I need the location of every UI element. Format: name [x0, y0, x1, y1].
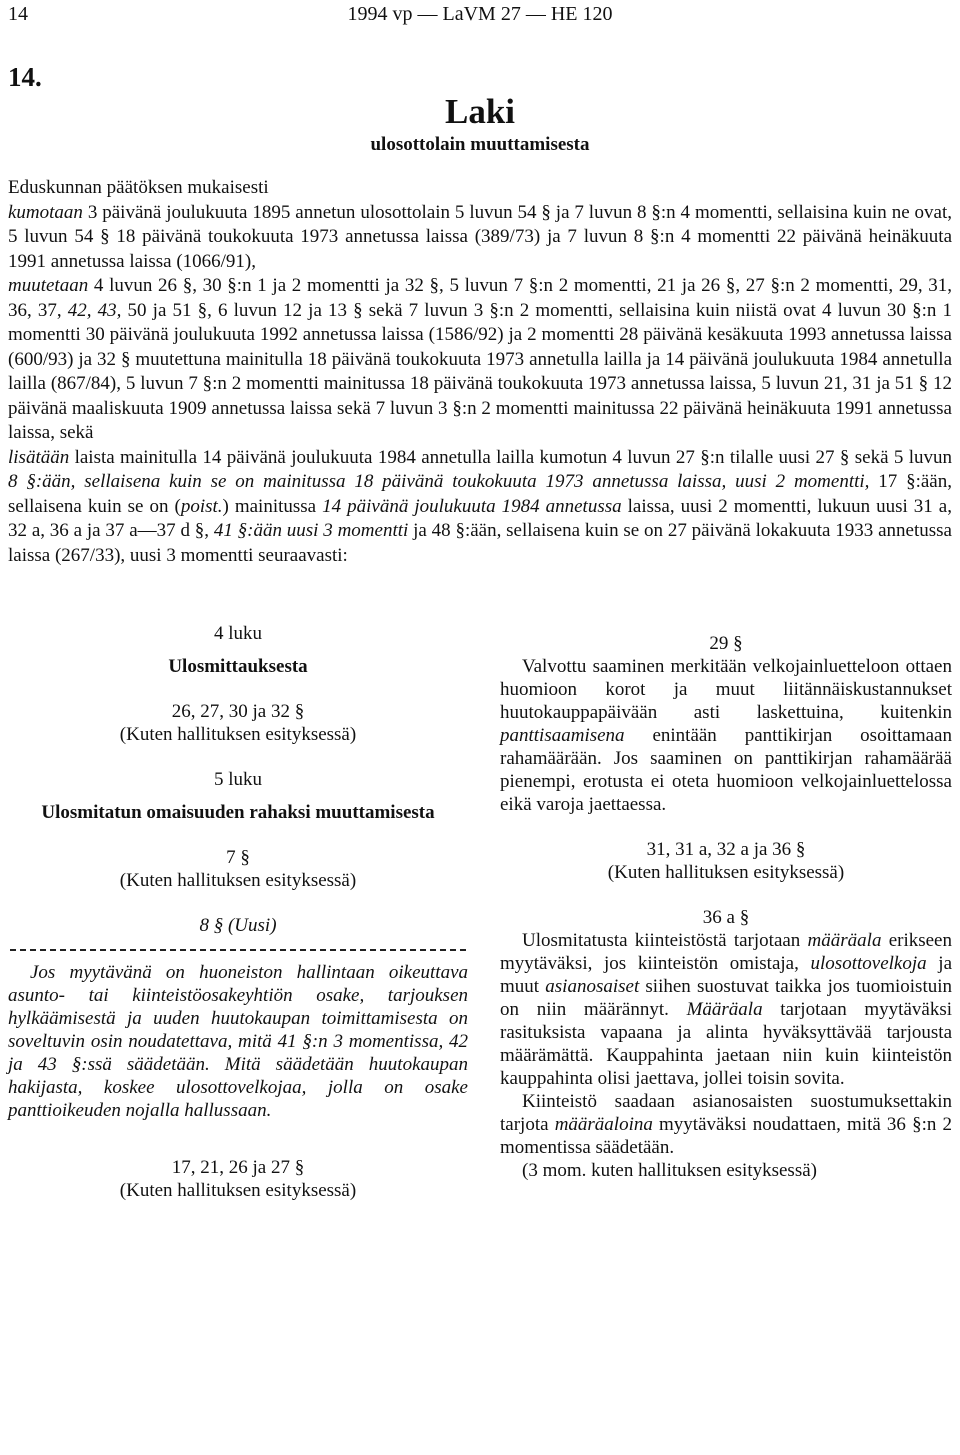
section-8-text: Jos myytävänä on huoneiston hallintaan oikeuttava asunto- tai kiinteistöosakeyhtiön osake, tarjouksen hylkäämisestä ja uuden huutokaupan toimittamisesta on soveltuvin osin noudatettava, mitä 41 §:n 3 momentissa, 42 ja 43 §:ssä säädetään. Mitä säädetään huutokaupan hakijasta, koskee ulosottovelkojaa, jolla on osake panttioikeuden nojalla hallussaan. [8, 962, 468, 1121]
sections-17-27: 17, 21, 26 ja 27 § [171, 1157, 305, 1178]
as-proposed-2: (Kuten hallituksen esityksessä) [119, 870, 357, 891]
sections-26-32: 26, 27, 30 ja 32 § [171, 701, 305, 722]
kumotaan-text: 3 päivänä joulukuuta 1895 annetun ulosottolain 5 luvun 54 § ja 7 luvun 8 §:n 4 momentti, sellaisina kuin ne ovat, 5 luvun 54 § 18 päivänä toukokuuta 1973 annetussa laissa (389/73) ja 7 luvun 8 §:n 4 momentti 22 päivänä heinäkuuta 1991 annetussa laissa (1066/91), [8, 201, 952, 272]
section-36a-paragraph-3: (3 mom. kuten hallituksen esityksessä) [522, 1160, 817, 1181]
muutetaan-text-2: 50 ja 51 §, 6 luvun 12 ja 13 § sekä 7 luvun 3 §:n 2 momentti, sellaisina kuin niistä ovat 4 luvun 30 §:n 1 momentti 30 päivänä joulukuuta 1992 annetussa laissa (1586/92) ja 2 momentti 28 päivänä kesäkuuta 1993 annetussa laissa (600/93) ja 32 § muutettuna mainitulla 18 päivänä toukokuuta 1973 annetulla lailla ja 14 päivänä joulukuuta 1984 annetulla lailla (867/84), 5 luvun 7 §:n 2 momentti mainitussa 18 päivänä toukokuuta 1973 annetussa laissa, 5 luvun 21, 31 ja 51 § 12 päivänä maaliskuuta 1909 annetussa laissa sekä 7 luvun 3 §:n 2 momentti mainitussa 22 päivänä heinäkuuta 1991 annetussa laissa, sekä [8, 299, 953, 443]
law-subtitle: ulosottolain muuttamisesta [370, 134, 590, 155]
chapter-5-title: Ulosmitatun omaisuuden rahaksi muuttamisesta [41, 802, 435, 823]
section-29-text [500, 655, 952, 816]
lisataan-text-3: ) mainitussa [222, 495, 323, 517]
lisataan-text-5: ja 48 §:ään, sellaisena kuin se on 27 päivänä lokakuuta 1933 annetussa laissa (267/33), uusi 3 momentti seuraavasti: [8, 520, 952, 566]
section-29: 29 § [709, 633, 743, 654]
s36a-p2-i: määräaloina [554, 1114, 653, 1135]
lisataan-italic-2: 14 päivänä joulukuuta 1984 annetussa [322, 495, 622, 517]
section-36a-paragraph-2 [500, 1090, 952, 1159]
page-number: 14 [8, 3, 28, 25]
s36a-p1-i2: ulosottovelkoja [810, 953, 927, 974]
chapter-5-heading: 5 luku [213, 769, 263, 790]
running-head: 1994 vp — LaVM 27 — HE 120 [347, 3, 613, 25]
s36a-p1-c: ja muut [500, 953, 952, 997]
s36a-p2-a: Kiinteistö saadaan asianosaisten suostumuksettakin tarjota [500, 1091, 952, 1135]
lisataan-italic-1: 8 §:ään, sellaisena kuin se on mainitussa 18 päivänä toukokuuta 1973 annetussa laissa, uusi 2 momentti, [8, 471, 870, 492]
section-7: 7 § [226, 847, 250, 868]
lisataan-text-4: laissa, uusi 2 momentti, lukuun uusi 31 a, 32 a, 36 a ja 37 a—37 d §, [8, 495, 952, 541]
section-36a-paragraph-1 [500, 929, 952, 1090]
as-proposed-3: (Kuten hallituksen esityksessä) [119, 1180, 357, 1201]
s36a-p1-a: Ulosmitatusta kiinteistöstä tarjotaan [522, 930, 808, 951]
preamble-muutetaan [8, 274, 952, 446]
right-column [500, 632, 952, 1182]
as-proposed-1: (Kuten hallituksen esityksessä) [119, 724, 357, 745]
section-36a: 36 a § [702, 907, 750, 928]
as-proposed-4: (Kuten hallituksen esityksessä) [607, 862, 845, 883]
s36a-p1-i4: Määräala [686, 999, 763, 1020]
lisataan-text-1: laista mainitulla 14 päivänä joulukuuta 1984 annetulla lailla kumotun 4 luvun 27 §:n tilalle uusi 27 § sekä 5 luvun [69, 446, 952, 468]
preamble-kumotaan [8, 201, 952, 275]
left-column [8, 622, 468, 1202]
section-29-text-1: Valvottu saaminen merkitään velkojainluetteloon ottaen huomioon korot ja muut liitännäiskustannukset huutokauppapäivään asti laskettuina, kuitenkin [500, 656, 952, 723]
lisataan-text-2: 17 §:ään, sellaisena kuin se on ( [8, 471, 952, 517]
lisataan-poist: poist. [180, 495, 223, 517]
s36a-p1-d: siihen suostuvat taikka jos tuomioistuin on niin määrännyt. [500, 976, 953, 1020]
section-29-italic: panttisaamisena [500, 725, 625, 746]
s36a-p1-b: erikseen myytäväksi, jos kiinteistön omistaja, [500, 930, 952, 974]
item-number: 14. [8, 62, 42, 92]
s36a-p2-b: myytäväksi noudattaen, mitä 36 §:n 2 momentissa säädetään. [500, 1114, 952, 1158]
muutetaan-text: 4 luvun 26 §, 30 §:n 1 ja 2 momentti ja 32 §, 5 luvun 7 §:n 2 momentti, 21 ja 26 §, 27 §:n 2 momentti, 29, 31, 36, 37, [8, 275, 952, 321]
s36a-p1-i1: määräala [807, 930, 882, 951]
sections-31-36: 31, 31 a, 32 a ja 36 § [646, 839, 806, 860]
lisataan-word: lisätään [8, 446, 70, 468]
section-8-new: 8 § (Uusi) [199, 915, 277, 936]
preamble-lisataan [8, 446, 952, 569]
s36a-p1-i3: asianosaiset [545, 976, 640, 997]
preamble [8, 176, 952, 568]
kumotaan-word: kumotaan [8, 201, 83, 223]
law-title: Laki [444, 92, 516, 131]
section-29-text-2: enintään panttikirjan osoittamaan rahamäärään. Jos saaminen on panttikirjan rahamäärää pienempi, erotusta ei oteta huomioon velkojainluettelossa eikä varoja jaettaessa. [500, 725, 952, 815]
preamble-intro: Eduskunnan päätöksen mukaisesti [8, 177, 269, 198]
s36a-p1-e: tarjotaan myytäväksi rasituksista vapaana ja alinta hyväksyttävää tarjousta määrämättä. Kauppahinta jaetaan niin kuin kiinteistön kauppahinta olisi jaettava, jollei toisin sovita. [500, 999, 952, 1089]
muutetaan-word: muutetaan [8, 275, 89, 296]
omission-dash-line [10, 949, 466, 951]
muutetaan-italic-nums: 42, 43, [67, 299, 122, 321]
chapter-4-title: Ulosmittauksesta [168, 656, 308, 677]
lisataan-italic-3: 41 §:ään uusi 3 momentti [213, 520, 409, 541]
chapter-4-heading: 4 luku [213, 623, 263, 644]
